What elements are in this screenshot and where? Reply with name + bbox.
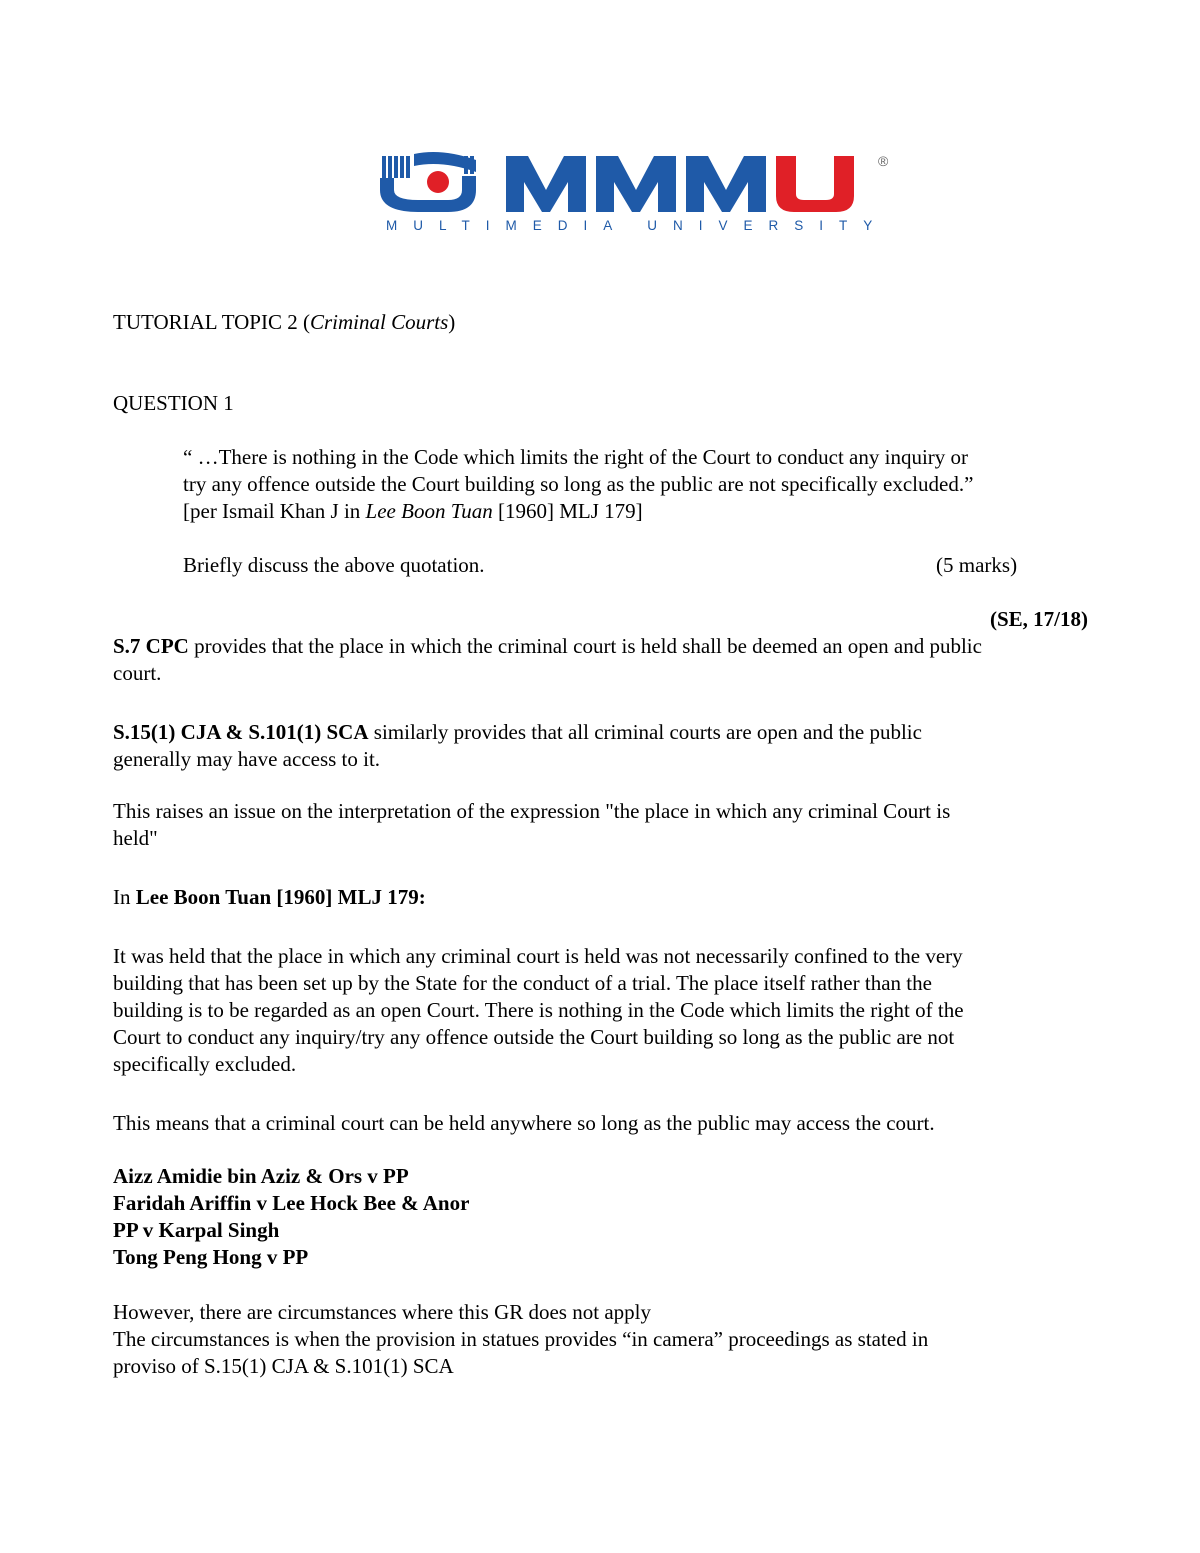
case-list bbox=[113, 1163, 1093, 1271]
answer-paragraph-3 bbox=[113, 798, 1093, 852]
citation-case: Lee Boon Tuan bbox=[365, 499, 493, 523]
held-line: building is to be regarded as an open Court. There is nothing in the Code which limits the right of the bbox=[113, 998, 964, 1022]
exception-line: However, there are circumstances where this GR does not apply bbox=[113, 1300, 651, 1324]
quote-line-1: “ …There is nothing in the Code which limits the right of the Court to conduct any inquiry or bbox=[183, 445, 969, 469]
exception-line: The circumstances is when the provision in statues provides “in camera” proceedings as stated in bbox=[113, 1327, 929, 1351]
case-intro-prefix: In bbox=[113, 885, 136, 909]
citation-suffix: [1960] MLJ 179] bbox=[492, 499, 643, 523]
citation-prefix: [per Ismail Khan J in bbox=[183, 499, 366, 523]
mmu-logo-graphic bbox=[378, 150, 903, 240]
instruction-text: Briefly discuss the above quotation. bbox=[183, 553, 485, 577]
answer-paragraph-1 bbox=[113, 633, 1093, 687]
case-item: PP v Karpal Singh bbox=[113, 1218, 280, 1242]
answer-paragraph-2 bbox=[113, 719, 1093, 773]
quote-citation bbox=[183, 498, 1093, 525]
meaning-paragraph bbox=[113, 1110, 1093, 1137]
p1-statute: S.7 CPC bbox=[113, 634, 189, 658]
held-line: building that has been set up by the State for the conduct of a trial. The place itself rather than the bbox=[113, 971, 932, 995]
case-item: Aizz Amidie bin Aziz & Ors v PP bbox=[113, 1164, 409, 1188]
heading-suffix: ) bbox=[448, 310, 456, 334]
p3-line-1: This raises an issue on the interpretation of the expression "the place in which any criminal Court is bbox=[113, 799, 951, 823]
question-label-text: QUESTION 1 bbox=[113, 391, 234, 415]
question-quote bbox=[183, 444, 1093, 525]
tutorial-heading bbox=[113, 309, 1093, 336]
case-item: Tong Peng Hong v PP bbox=[113, 1245, 309, 1269]
meaning-text: This means that a criminal court can be held anywhere so long as the public may access the court. bbox=[113, 1111, 935, 1135]
case-item: Faridah Ariffin v Lee Hock Bee & Anor bbox=[113, 1191, 470, 1215]
p3-line-2: held" bbox=[113, 826, 158, 850]
heading-prefix: TUTORIAL TOPIC 2 ( bbox=[113, 310, 310, 334]
held-line: specifically excluded. bbox=[113, 1052, 297, 1076]
case-intro bbox=[113, 884, 1093, 911]
logo-subtitle: MULTIMEDIA UNIVERSITY bbox=[386, 218, 889, 233]
p2-line-2: generally may have access to it. bbox=[113, 747, 381, 771]
exception-line: proviso of S.15(1) CJA & S.101(1) SCA bbox=[113, 1354, 454, 1378]
quote-line-2: try any offence outside the Court building so long as the public are not specifically excluded.” bbox=[183, 472, 974, 496]
source-reference: (SE, 17/18) bbox=[989, 607, 1088, 631]
logo-wordmark: MMU bbox=[378, 150, 381, 151]
p1-line-2: court. bbox=[113, 661, 162, 685]
question-marks: (5 marks) bbox=[936, 553, 1018, 577]
question-label bbox=[113, 390, 1093, 417]
held-line: It was held that the place in which any criminal court is held was not necessarily confined to the very bbox=[113, 944, 963, 968]
exception-paragraph bbox=[113, 1299, 1093, 1380]
registered-mark: ® bbox=[878, 153, 889, 169]
heading-topic: Criminal Courts bbox=[309, 310, 449, 334]
held-line: Court to conduct any inquiry/try any offence outside the Court building so long as the public are not bbox=[113, 1025, 955, 1049]
p2-statute: S.15(1) CJA & S.101(1) SCA bbox=[113, 720, 369, 744]
p2-text: similarly provides that all criminal courts are open and the public bbox=[368, 720, 922, 744]
held-paragraph bbox=[113, 943, 1093, 1078]
p1-text: provides that the place in which the criminal court is held shall be deemed an open and public bbox=[188, 634, 982, 658]
mmu-logo bbox=[378, 150, 903, 240]
case-intro-name: Lee Boon Tuan [1960] MLJ 179: bbox=[135, 885, 426, 909]
